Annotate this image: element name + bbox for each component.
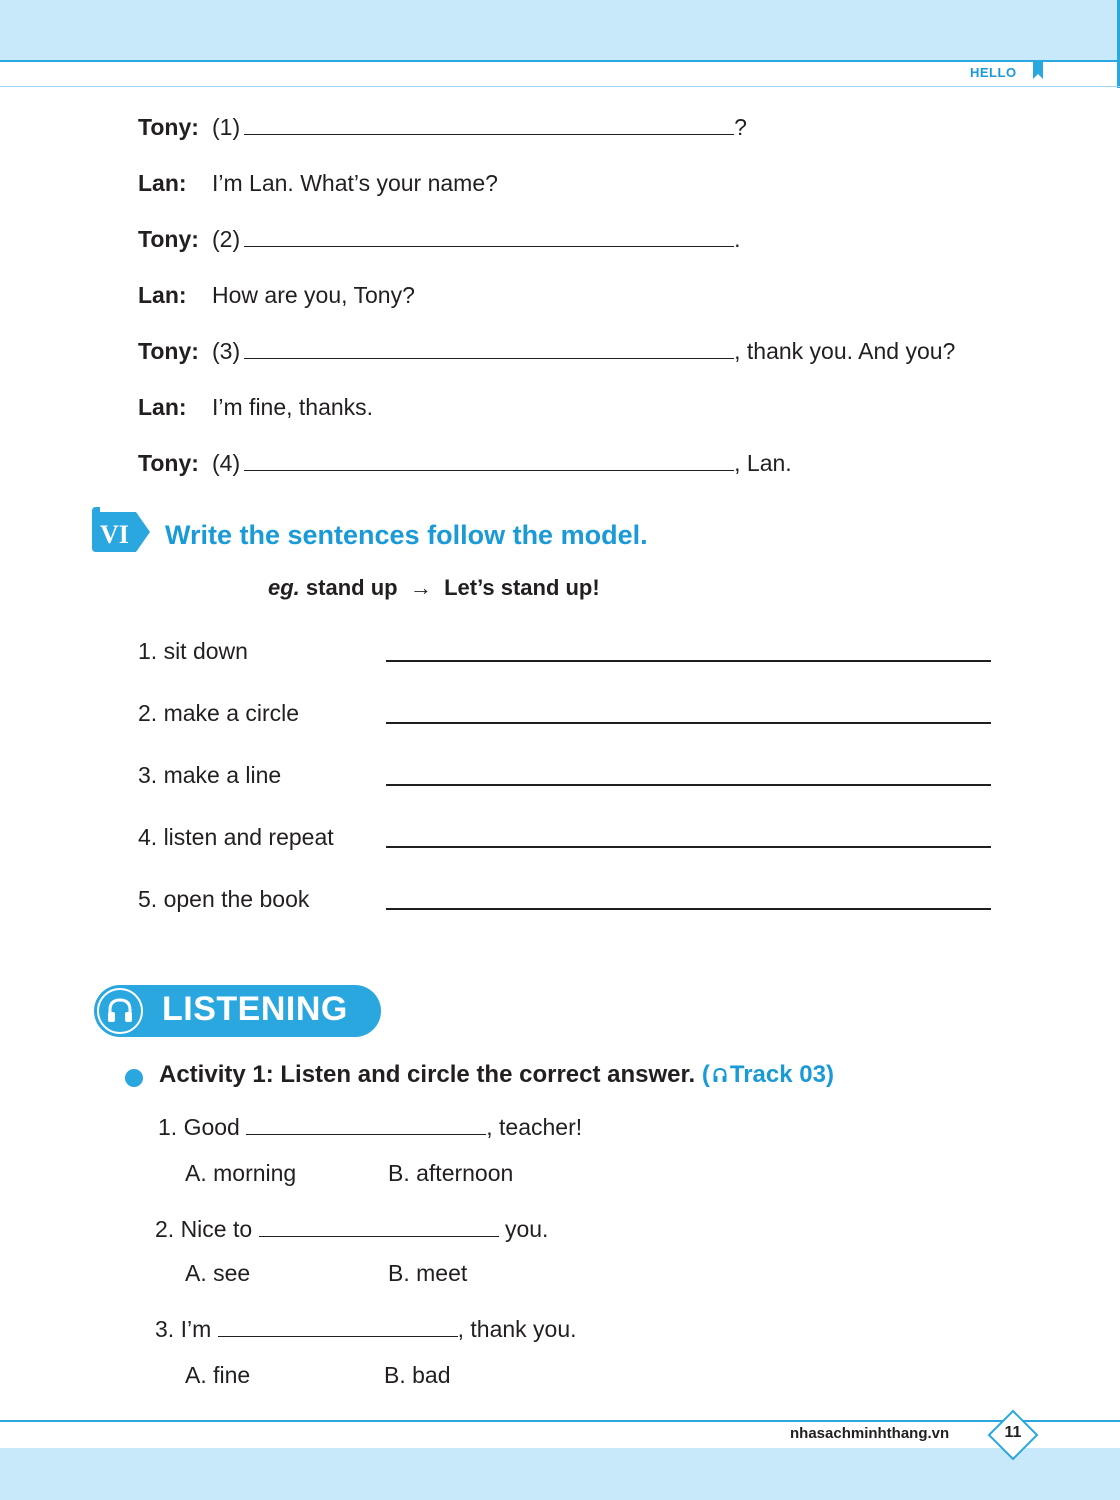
speaker-label: Tony:: [138, 114, 199, 140]
model-example: [268, 575, 600, 601]
track-number: Track 03: [729, 1061, 826, 1088]
line-ending: .: [734, 226, 741, 252]
option-3b[interactable]: B. bad: [384, 1362, 451, 1388]
section-badge: [90, 507, 152, 553]
dialogue-text: How are you, Tony?: [212, 282, 415, 308]
blank-number: (4): [212, 450, 241, 476]
question-text: 2. Nice to: [155, 1216, 253, 1242]
listening-title: LISTENING: [162, 990, 348, 1028]
dialogue-line-1: [138, 112, 747, 142]
model-prompt: stand up: [305, 575, 398, 600]
dialogue-line-5: [138, 336, 955, 366]
question-ending: , teacher!: [486, 1114, 583, 1140]
model-eg: eg.: [268, 575, 300, 600]
exercise-item-2: 2. make a circle: [138, 700, 300, 726]
headphones-small-icon: [712, 1067, 728, 1083]
dialogue-text: I’m Lan. What’s your name?: [212, 170, 498, 196]
dialogue-line-7: [138, 448, 792, 478]
speaker-label: Lan:: [138, 282, 187, 308]
question-blank-3[interactable]: [218, 1314, 458, 1337]
line-ending: ?: [734, 114, 747, 140]
exercise-item-3: 3. make a line: [138, 762, 282, 788]
speaker-label: Tony:: [138, 450, 199, 476]
arrow-right-icon: →: [409, 575, 432, 600]
question-3: [155, 1314, 577, 1344]
blank-number: (1): [212, 114, 241, 140]
activity-title-text: Activity 1: Listen and circle the correct answer.: [159, 1061, 696, 1088]
blank-number: (2): [212, 226, 241, 252]
model-answer: Let’s stand up!: [444, 575, 600, 600]
bookmark-icon: [1032, 62, 1044, 80]
option-3a[interactable]: A. fine: [185, 1362, 251, 1388]
answer-blank-4[interactable]: [244, 448, 734, 471]
exercise-item-5: 5. open the book: [138, 886, 310, 912]
answer-line-5[interactable]: [386, 908, 991, 910]
footer-site: nhasachminhthang.vn: [790, 1425, 950, 1442]
question-ending: , thank you.: [457, 1316, 577, 1342]
activity-title: [159, 1061, 834, 1089]
option-2a[interactable]: A. see: [185, 1260, 251, 1286]
answer-line-4[interactable]: [386, 846, 991, 848]
blank-number: (3): [212, 338, 241, 364]
question-text: 3. I’m: [155, 1316, 212, 1342]
answer-line-1[interactable]: [386, 660, 991, 662]
top-band: [0, 0, 1120, 60]
speaker-label: Lan:: [138, 394, 187, 420]
dialogue-text: I’m fine, thanks.: [212, 394, 374, 420]
answer-line-3[interactable]: [386, 784, 991, 786]
answer-blank-1[interactable]: [244, 112, 734, 135]
line-ending: , thank you. And you?: [734, 338, 956, 364]
exercise-item-4: 4. listen and repeat: [138, 824, 334, 850]
question-1: [158, 1112, 582, 1142]
question-blank-1[interactable]: [246, 1112, 486, 1135]
speaker-label: Lan:: [138, 170, 187, 196]
speaker-label: Tony:: [138, 338, 199, 364]
option-1b[interactable]: B. afternoon: [388, 1160, 514, 1186]
dialogue-line-4: [138, 280, 415, 310]
exercise-item-1: 1. sit down: [138, 638, 248, 664]
answer-line-2[interactable]: [386, 722, 991, 724]
header-label: HELLO: [970, 65, 1017, 80]
answer-blank-3[interactable]: [244, 336, 734, 359]
top-rule: [0, 60, 1120, 62]
question-2: [155, 1214, 548, 1244]
track-paren-close: ): [825, 1061, 834, 1088]
bullet-dot: [125, 1069, 143, 1087]
line-ending: , Lan.: [734, 450, 792, 476]
question-blank-2[interactable]: [259, 1214, 499, 1237]
bottom-band: [0, 1448, 1120, 1500]
section-title: Write the sentences follow the model.: [165, 520, 648, 550]
header-underline: [0, 86, 1120, 87]
option-1a[interactable]: A. morning: [185, 1160, 297, 1186]
answer-blank-2[interactable]: [244, 224, 734, 247]
dialogue-line-2: [138, 168, 498, 198]
track-paren-open: (: [701, 1061, 710, 1088]
headphones-icon: [105, 996, 135, 1026]
dialogue-line-6: [138, 392, 373, 422]
page-number: 11: [1004, 1424, 1022, 1441]
question-text: 1. Good: [158, 1114, 240, 1140]
section-badge-label: VI: [100, 520, 129, 549]
dialogue-line-3: [138, 224, 741, 254]
question-ending: you.: [504, 1216, 549, 1242]
speaker-label: Tony:: [138, 226, 199, 252]
track-label[interactable]: [702, 1061, 834, 1088]
bottom-rule: [0, 1420, 1120, 1422]
option-2b[interactable]: B. meet: [388, 1260, 468, 1286]
